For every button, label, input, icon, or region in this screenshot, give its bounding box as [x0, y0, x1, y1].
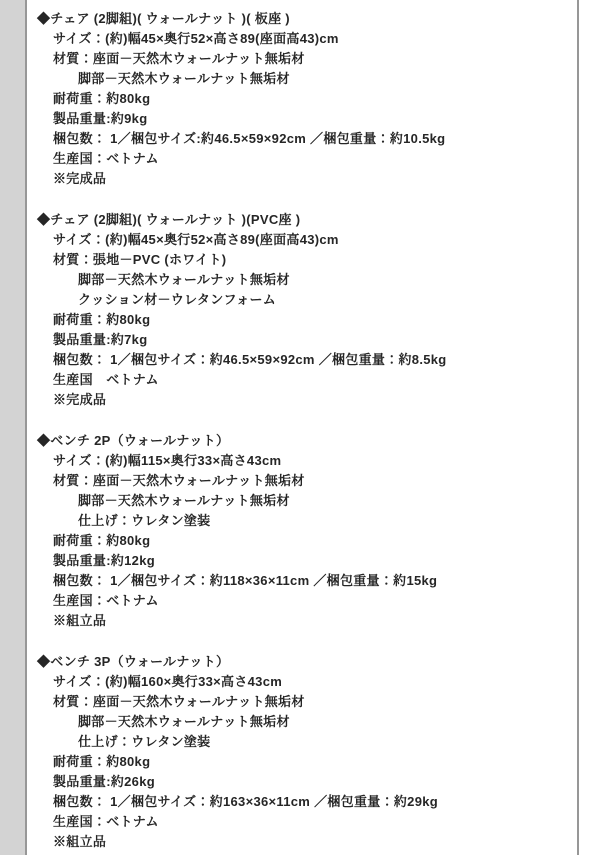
spec-line: 生産国：ベトナム	[53, 151, 159, 166]
spec-line: 梱包数： 1／梱包サイズ：約46.5×59×92cm ／梱包重量：約8.5kg	[53, 352, 447, 367]
right-cell-border	[577, 0, 579, 855]
spec-line: 脚部－天然木ウォールナット無垢材	[78, 493, 290, 508]
spec-line: ※完成品	[53, 171, 107, 186]
spec-line: 梱包数： 1／梱包サイズ:約46.5×59×92cm ／梱包重量：約10.5kg	[53, 131, 446, 146]
spec-line: サイズ：(約)幅45×奥行52×高さ89(座面高43)cm	[53, 31, 339, 46]
spec-line: サイズ：(約)幅160×奥行33×高さ43cm	[53, 674, 283, 689]
section-title: ◆ベンチ 3P（ウォールナット）	[37, 654, 230, 669]
spec-section	[27, 210, 577, 410]
spec-content	[27, 0, 577, 852]
spec-line: 材質：座面－天然木ウォールナット無垢材	[53, 694, 305, 709]
spec-line: ※組立品	[53, 613, 107, 628]
spec-line: 生産国：ベトナム	[53, 593, 159, 608]
spec-line: 耐荷重：約80kg	[53, 312, 151, 327]
section-title: ◆チェア (2脚組)( ウォールナット )(PVC座 )	[37, 212, 301, 227]
spec-line: 仕上げ：ウレタン塗装	[78, 734, 211, 749]
spec-line: 材質：座面－天然木ウォールナット無垢材	[53, 51, 305, 66]
spec-line: 脚部－天然木ウォールナット無垢材	[78, 714, 290, 729]
spec-line: 梱包数： 1／梱包サイズ：約163×36×11cm ／梱包重量：約29kg	[53, 794, 439, 809]
spec-line: 耐荷重：約80kg	[53, 533, 151, 548]
spec-line: サイズ：(約)幅45×奥行52×高さ89(座面高43)cm	[53, 232, 339, 247]
spec-line: 仕上げ：ウレタン塗装	[78, 513, 211, 528]
spec-line: 生産国：ベトナム	[53, 814, 159, 829]
spec-section	[27, 431, 577, 631]
spec-line: 脚部－天然木ウォールナット無垢材	[78, 71, 290, 86]
spec-line: 製品重量:約7kg	[53, 332, 148, 347]
section-title: ◆チェア (2脚組)( ウォールナット )( 板座 )	[37, 11, 290, 26]
spec-line: 生産国 ベトナム	[53, 372, 159, 387]
spec-section	[27, 9, 577, 189]
spec-line: 耐荷重：約80kg	[53, 754, 151, 769]
spec-line: 製品重量:約26kg	[53, 774, 155, 789]
left-page-margin	[0, 0, 25, 855]
section-title: ◆ベンチ 2P（ウォールナット）	[37, 433, 230, 448]
spec-line: 製品重量:約12kg	[53, 553, 155, 568]
spec-line: クッション材－ウレタンフォーム	[78, 292, 277, 307]
spec-line: 材質：座面－天然木ウォールナット無垢材	[53, 473, 305, 488]
spec-line: 脚部－天然木ウォールナット無垢材	[78, 272, 290, 287]
spec-section	[27, 652, 577, 852]
spec-line: ※完成品	[53, 392, 107, 407]
spec-line: 梱包数： 1／梱包サイズ：約118×36×11cm ／梱包重量：約15kg	[53, 573, 438, 588]
spec-line: ※組立品	[53, 834, 107, 849]
spec-line: 材質：張地－PVC (ホワイト)	[53, 252, 227, 267]
spec-line: 製品重量:約9kg	[53, 111, 148, 126]
spec-line: 耐荷重：約80kg	[53, 91, 151, 106]
spec-line: サイズ：(約)幅115×奥行33×高さ43cm	[53, 453, 282, 468]
